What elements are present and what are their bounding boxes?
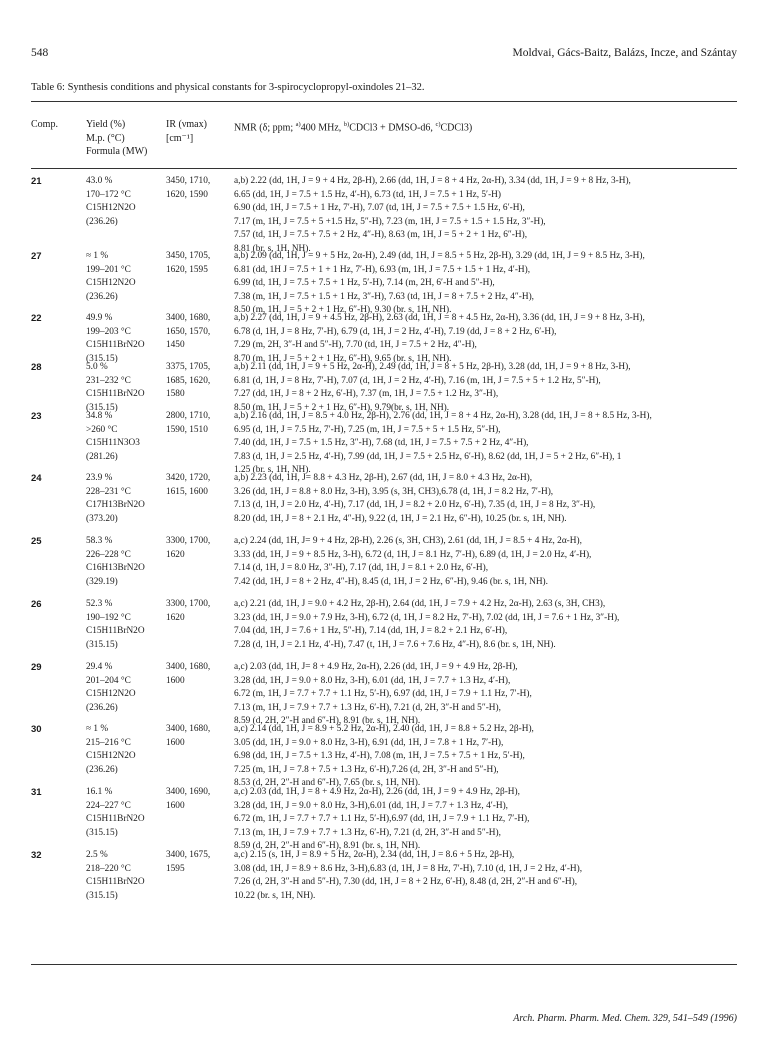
physical-data-line: 23.9 % bbox=[86, 473, 113, 483]
nmr-data-line: 3.23 (dd, 1H, J = 9.0 + 7.9 Hz, 3-H), 6.72 (d, 1H, J = 8.2 Hz, 7′-H), 7.02 (dd, 1H, J = 7.6 + 1 Hz, 3″-H), bbox=[234, 612, 620, 623]
nmr-data-line: 7.27 (dd, 1H, J = 8 + 2 Hz, 6′-H), 7.37 (m, 1H, J = 7.5 + 1.2 Hz, 3″-H), bbox=[234, 389, 499, 399]
ir-data-line: 1650, 1570, bbox=[166, 326, 211, 337]
table-bottom-rule bbox=[31, 964, 737, 965]
physical-data-line: C15H11BrN2O bbox=[86, 814, 145, 824]
running-authors: Moldvai, Gács-Baitz, Balázs, Incze, and Szántay bbox=[512, 47, 737, 59]
physical-data-cell bbox=[86, 175, 164, 229]
physical-data-line: ≈ 1 % bbox=[86, 724, 109, 734]
compound-number: 22 bbox=[31, 313, 42, 324]
ir-data-line: 2800, 1710, bbox=[166, 411, 211, 421]
nmr-data-line: 7.25 (m, 1H, J = 7.8 + 7.5 + 1.3 Hz, 6′-H),7.26 (d, 2H, 3″-H and 5″-H), bbox=[234, 764, 499, 775]
physical-data-line: 58.3 % bbox=[86, 536, 113, 546]
ir-data-line: 1450 bbox=[166, 340, 185, 350]
physical-data-line: (315.15) bbox=[86, 402, 118, 413]
table-caption: Table 6: Synthesis conditions and physical constants for 3-spirocyclopropyl-oxindoles 21–32. bbox=[31, 82, 425, 93]
nmr-data-line: a,b) 2.09 (dd, 1H, J = 9 + 5 Hz, 2α-H), 2.49 (dd, 1H, J = 8.5 + 5 Hz, 2β-H), 3.29 (dd, 1H, J = 9 + 8.5 Hz, 3-H), bbox=[234, 251, 645, 261]
nmr-data-line: 8.53 (d, 2H, 2″-H and 6″-H), 7.65 (br. s, 1H, NH). bbox=[234, 778, 421, 788]
physical-data-line: C15H12N2O bbox=[86, 689, 136, 699]
physical-data-line: 231–232 °C bbox=[86, 375, 131, 386]
ir-data-line: 1620, 1590 bbox=[166, 189, 208, 200]
physical-data-line: 52.3 % bbox=[86, 599, 113, 609]
nmr-data-line: 7.13 (m, 1H, J = 7.9 + 7.7 + 1.3 Hz, 6′-H), 7.21 (d, 2H, 3″-H and 5″-H), bbox=[234, 702, 501, 713]
ir-data-line: 1615, 1600 bbox=[166, 486, 208, 497]
nmr-data-cell bbox=[234, 472, 740, 526]
nmr-data-cell bbox=[234, 250, 740, 318]
nmr-data-line: 8.70 (m, 1H, J = 5 + 2 + 1 Hz, 6″-H), 9.65 (br. s, 1H, NH). bbox=[234, 353, 452, 364]
physical-data-line: 228–231 °C bbox=[86, 486, 131, 497]
column-header-physical bbox=[86, 119, 147, 160]
physical-data-line: 201–204 °C bbox=[86, 675, 131, 686]
nmr-data-line: 3.28 (dd, 1H, J = 9.0 + 8.0 Hz, 3-H),6.01 (dd, 1H, J = 7.7 + 1.3 Hz, 4′-H), bbox=[234, 800, 508, 811]
compound-number: 30 bbox=[31, 724, 42, 735]
ir-data-cell bbox=[166, 661, 234, 688]
physical-data-line: 199–203 °C bbox=[86, 326, 131, 337]
nmr-data-line: 6.81 (dd, 1H J = 7.5 + 1 + 1 Hz, 7′-H), 6.93 (m, 1H, J = 7.5 + 1.5 + 1 Hz, 4′-H), bbox=[234, 264, 531, 275]
nmr-data-line: 3.28 (dd, 1H, J = 9.0 + 8.0 Hz, 3-H), 6.01 (dd, 1H, J = 7.7 + 1.3 Hz, 4′-H), bbox=[234, 675, 511, 686]
nmr-data-line: 7.13 (m, 1H, J = 7.9 + 7.7 + 1.3 Hz, 6′-H), 7.21 (d, 2H, 3″-H and 5″-H), bbox=[234, 827, 501, 838]
nmr-data-line: 3.26 (dd, 1H, J = 8.8 + 8.0 Hz, 3-H), 3.95 (s, 3H, CH3),6.78 (d, 1H, J = 8.2 Hz, 7′-H), bbox=[234, 486, 554, 497]
compound-number: 26 bbox=[31, 599, 42, 610]
ir-data-cell bbox=[166, 472, 234, 499]
nmr-data-line: 7.42 (dd, 1H, J = 8 + 2 Hz, 4″-H), 8.45 (d, 1H, J = 2 Hz, 6″-H), 9.46 (br. s, 1H, NH). bbox=[234, 576, 548, 587]
nmr-data-line: a,c) 2.03 (dd, 1H, J= 8 + 4.9 Hz, 2α-H), 2.26 (dd, 1H, J = 9 + 4.9 Hz, 2β-H), bbox=[234, 662, 518, 672]
journal-citation: Arch. Pharm. Pharm. Med. Chem. 329, 541–549 (1996) bbox=[513, 1013, 737, 1024]
physical-data-line: (315.15) bbox=[86, 353, 118, 364]
nmr-data-line: 6.98 (dd, 1H, J = 7.5 + 1.3 Hz, 4′-H), 7.08 (m, 1H, J = 7.5 + 7.5 + 1 Hz, 5′-H), bbox=[234, 751, 525, 761]
physical-data-line: 16.1 % bbox=[86, 787, 113, 797]
physical-data-line: C15H11BrN2O bbox=[86, 877, 145, 887]
nmr-data-line: 3.05 (dd, 1H, J = 9.0 + 8.0 Hz, 3-H), 6.91 (dd, 1H, J = 7.8 + 1 Hz, 7′-H), bbox=[234, 737, 504, 748]
physical-data-line: C15H11N3O3 bbox=[86, 438, 140, 448]
physical-data-line: C15H12N2O bbox=[86, 203, 136, 213]
physical-data-line: C16H13BrN2O bbox=[86, 563, 145, 573]
nmr-data-line: a,c) 2.03 (dd, 1H, J = 8 + 4.9 Hz, 2α-H), 2.26 (dd, 1H, J = 9 + 4.9 Hz, 2β-H), bbox=[234, 787, 520, 797]
physical-data-line: C15H12N2O bbox=[86, 278, 136, 288]
physical-data-cell bbox=[86, 786, 164, 840]
ir-data-line: 1600 bbox=[166, 800, 185, 811]
ir-data-line: 3400, 1680, bbox=[166, 313, 211, 323]
table-header-rule bbox=[31, 168, 737, 169]
nmr-data-cell bbox=[234, 175, 740, 256]
nmr-data-line: 7.14 (d, 1H, J = 8.0 Hz, 3″-H), 7.17 (dd, 1H, J = 8.1 + 2.0 Hz, 6′-H), bbox=[234, 563, 489, 573]
nmr-data-line: 8.59 (d, 2H, 2″-H and 6″-H), 8.91 (br. s, 1H, NH). bbox=[234, 716, 421, 726]
ir-data-line: 1620 bbox=[166, 549, 185, 560]
nmr-data-line: a,c) 2.21 (dd, 1H, J = 9.0 + 4.2 Hz, 2β-H), 2.64 (dd, 1H, J = 7.9 + 4.2 Hz, 2α-H), 2.63 (s, 3H, CH3), bbox=[234, 599, 606, 609]
nmr-data-cell bbox=[234, 786, 740, 854]
nmr-data-cell bbox=[234, 849, 740, 903]
column-header-nmr bbox=[234, 119, 472, 135]
page-header bbox=[31, 47, 737, 63]
physical-data-line: (236.26) bbox=[86, 216, 118, 227]
nmr-data-line: a,b) 2.27 (dd, 1H, J = 9 + 4.5 Hz, 2β-H), 2.63 (dd, 1H, J = 8 + 4.5 Hz, 2α-H), 3.36 (dd, 1H, J = 9 + 8 Hz, 3-H), bbox=[234, 313, 645, 323]
nmr-data-line: a,b) 2.16 (dd, 1H, J = 8.5 + 4.0 Hz, 2β-H), 2.76 (dd, 1H, J = 8 + 4 Hz, 2α-H), 3.28 (dd, 1H, J = 8 + 8.5 Hz, 3-H), bbox=[234, 411, 652, 421]
ir-data-cell bbox=[166, 535, 234, 562]
column-header-yield: Yield (%) bbox=[86, 119, 126, 130]
physical-data-line: >260 °C bbox=[86, 424, 118, 435]
column-header-mp: M.p. (°C) bbox=[86, 132, 125, 144]
column-header-formula: Formula (MW) bbox=[86, 146, 148, 157]
nmr-data-line: 6.90 (dd, 1H, J = 7.5 + 1 Hz, 7′-H), 7.07 (td, 1H, J = 7.5 + 7.5 + 1.5 Hz, 6′-H), bbox=[234, 203, 525, 213]
ir-data-line: 3300, 1700, bbox=[166, 536, 211, 546]
nmr-data-line: a,b) 2.11 (dd, 1H, J = 9 + 5 Hz, 2α-H), 2.49 (dd, 1H, J = 8 + 5 Hz, 2β-H), 3.28 (dd, 1H, J = 9 + 8 Hz, 3-H), bbox=[234, 362, 631, 372]
ir-data-cell bbox=[166, 312, 234, 353]
nmr-data-line: a,b) 2.22 (dd, 1H, J = 9 + 4 Hz, 2β-H), 2.66 (dd, 1H, J = 8 + 4 Hz, 2α-H), 3.34 (dd, 1H, J = 9 + 8 Hz, 3-H), bbox=[234, 176, 631, 186]
nmr-data-line: 6.65 (dd, 1H, J = 7.5 + 1.5 Hz, 4′-H), 6.73 (td, 1H, J = 7.5 + 1 Hz, 5′-H) bbox=[234, 189, 501, 200]
physical-data-line: C15H12N2O bbox=[86, 751, 136, 761]
physical-data-line: C15H11BrN2O bbox=[86, 389, 145, 399]
nmr-data-cell bbox=[234, 361, 740, 415]
ir-data-cell bbox=[166, 361, 234, 402]
ir-data-line: 1590, 1510 bbox=[166, 424, 208, 435]
physical-data-line: (236.26) bbox=[86, 764, 118, 775]
physical-data-line: 226–228 °C bbox=[86, 549, 131, 560]
physical-data-line: 34.8 % bbox=[86, 411, 113, 421]
ir-data-line: 3400, 1680, bbox=[166, 724, 211, 734]
nmr-data-line: 8.50 (m, 1H, J = 5 + 2 + 1 Hz, 6″-H), 9.79(br. s, 1H, NH). bbox=[234, 402, 450, 413]
ir-data-line: 3300, 1700, bbox=[166, 599, 211, 609]
nmr-data-line: 7.29 (m, 2H, 3″-H and 5″-H), 7.70 (td, 1H, J = 7.5 + 2 Hz, 4″-H), bbox=[234, 340, 477, 350]
ir-data-line: 1620 bbox=[166, 612, 185, 623]
physical-data-line: 224–227 °C bbox=[86, 800, 131, 811]
column-header-ir-label: IR (νmax) bbox=[166, 119, 207, 130]
compound-number: 23 bbox=[31, 411, 42, 422]
ir-data-line: 3450, 1705, bbox=[166, 251, 211, 261]
physical-data-line: (315.15) bbox=[86, 827, 118, 838]
compound-number: 28 bbox=[31, 362, 42, 373]
nmr-data-line: a,c) 2.24 (dd, 1H, J= 9 + 4 Hz, 2β-H), 2.26 (s, 3H, CH3), 2.61 (dd, 1H, J = 8.5 + 4 Hz, 2α-H), bbox=[234, 536, 582, 546]
physical-data-cell bbox=[86, 361, 164, 415]
nmr-data-line: 7.26 (d, 2H, 3″-H and 5″-H), 7.30 (dd, 1H, J = 8 + 2 Hz, 6′-H), 8.48 (d, 2H, 2″-H and 6″-H), bbox=[234, 877, 578, 887]
nmr-data-line: 6.78 (d, 1H, J = 8 Hz, 7′-H), 6.79 (d, 1H, J = 2 Hz, 4′-H), 7.19 (dd, J = 8 + 2 Hz, 6′-H), bbox=[234, 326, 557, 337]
physical-data-cell bbox=[86, 661, 164, 715]
ir-data-line: 1620, 1595 bbox=[166, 264, 208, 275]
nmr-header-note-a: a) bbox=[295, 121, 301, 128]
ir-data-line: 1600 bbox=[166, 675, 185, 686]
nmr-data-line: 6.72 (m, 1H, J = 7.7 + 7.7 + 1.1 Hz, 5′-H),6.97 (dd, 1H, J = 7.9 + 1.1 Hz, 7′-H), bbox=[234, 814, 530, 824]
column-header-ir-unit: [cm⁻¹] bbox=[166, 132, 194, 144]
physical-data-line: C15H11BrN2O bbox=[86, 340, 145, 350]
physical-data-line: (373.20) bbox=[86, 513, 118, 524]
physical-data-line: (281.26) bbox=[86, 451, 118, 462]
ir-data-cell bbox=[166, 849, 234, 876]
physical-data-cell bbox=[86, 410, 164, 464]
physical-data-line: C17H13BrN2O bbox=[86, 500, 145, 510]
nmr-data-line: 8.81 (br. s, 1H, NH). bbox=[234, 243, 311, 254]
physical-data-cell bbox=[86, 472, 164, 526]
nmr-data-line: 8.59 (d, 2H, 2″-H and 6″-H), 8.91 (br. s, 1H, NH). bbox=[234, 841, 421, 851]
nmr-data-line: 3.33 (dd, 1H, J = 9 + 8.5 Hz, 3-H), 6.72 (d, 1H, J = 8.1 Hz, 7′-H), 6.89 (d, 1H, J = 2.0 Hz, 4′-H), bbox=[234, 549, 592, 560]
nmr-data-line: a,c) 2.14 (dd, 1H, J = 8.9 + 5.2 Hz, 2α-H), 2.40 (dd, 1H, J = 8.8 + 5.2 Hz, 2β-H), bbox=[234, 724, 534, 734]
nmr-data-line: 7.40 (dd, 1H, J = 7.5 + 1.5 Hz, 3″-H), 7.68 (td, 1H, J = 7.5 + 7.5 + 2 Hz, 4″-H), bbox=[234, 438, 529, 448]
ir-data-line: 3400, 1680, bbox=[166, 662, 211, 672]
nmr-data-line: 7.13 (d, 1H, J = 2.0 Hz, 4′-H), 7.17 (dd, 1H, J = 8.2 + 2.0 Hz, 6′-H), 7.35 (d, 1H, J = 8 Hz, 3″-H), bbox=[234, 500, 596, 510]
ir-data-cell bbox=[166, 175, 234, 202]
ir-data-line: 3400, 1690, bbox=[166, 787, 211, 797]
nmr-data-cell bbox=[234, 410, 740, 478]
physical-data-line: (236.26) bbox=[86, 702, 118, 713]
ir-data-line: 3420, 1720, bbox=[166, 473, 211, 483]
compound-number: 31 bbox=[31, 787, 42, 798]
nmr-data-cell bbox=[234, 723, 740, 791]
nmr-data-line: 6.95 (d, 1H, J = 7.5 Hz, 7′-H), 7.25 (m, 1H, J = 7.5 + 5 + 1.5 Hz, 5″-H), bbox=[234, 424, 501, 435]
physical-data-line: 5.0 % bbox=[86, 362, 108, 372]
nmr-data-line: 10.22 (br. s, 1H, NH). bbox=[234, 890, 316, 901]
nmr-data-line: 7.17 (m, 1H, J = 7.5 + 5 +1.5 Hz, 5″-H), 7.23 (m, 1H, J = 7.5 + 1.5 + 1.5 Hz, 3″-H), bbox=[234, 216, 546, 227]
nmr-header-mid2: CDCl3 + DMSO-d6, bbox=[349, 122, 436, 134]
nmr-data-line: a,b) 2.23 (dd, 1H, J= 8.8 + 4.3 Hz, 2β-H), 2.67 (dd, 1H, J = 8.0 + 4.3 Hz, 2α-H), bbox=[234, 473, 533, 483]
physical-data-line: 49.9 % bbox=[86, 313, 113, 323]
compound-number: 21 bbox=[31, 176, 42, 187]
nmr-header-mid: 400 MHz, bbox=[300, 122, 344, 134]
ir-data-cell bbox=[166, 250, 234, 277]
physical-data-line: 170–172 °C bbox=[86, 189, 131, 200]
page-number: 548 bbox=[31, 47, 49, 59]
physical-data-line: ≈ 1 % bbox=[86, 251, 109, 261]
nmr-data-line: 7.57 (td, 1H, J = 7.5 + 7.5 + 2 Hz, 4″-H), 8.63 (m, 1H, J = 5 + 2 + 1 Hz, 6″-H), bbox=[234, 230, 528, 240]
ir-data-line: 1595 bbox=[166, 863, 185, 874]
physical-data-line: 29.4 % bbox=[86, 662, 113, 672]
nmr-data-line: 7.83 (d, 1H, J = 2.5 Hz, 4′-H), 7.99 (dd, 1H, J = 7.5 + 2.5 Hz, 6′-H), 8.62 (dd, 1H, J = 5 + 2 Hz, 6″-H), 1 bbox=[234, 451, 622, 462]
column-header-comp: Comp. bbox=[31, 119, 58, 130]
physical-data-line: (315.15) bbox=[86, 639, 118, 650]
nmr-data-line: a,c) 2.15 (s, 1H, J = 8.9 + 5 Hz, 2α-H), 2.34 (dd, 1H, J = 8.6 + 5 Hz, 2β-H), bbox=[234, 850, 515, 860]
nmr-data-line: 6.99 (td, 1H, J = 7.5 + 7.5 + 1 Hz, 5′-H), 7.14 (m, 2H, 6′-H and 5″-H), bbox=[234, 278, 495, 288]
nmr-data-line: 6.81 (d, 1H, J = 8 Hz, 7′-H), 7.07 (d, 1H, J = 2 Hz, 4′-H), 7.16 (m, 1H, J = 7.5 + 5 + 1.2 Hz, 5″-H), bbox=[234, 375, 601, 386]
physical-data-cell bbox=[86, 250, 164, 304]
ir-data-cell bbox=[166, 786, 234, 813]
nmr-header-prefix: NMR (δ; ppm; bbox=[234, 122, 296, 134]
nmr-data-cell bbox=[234, 535, 740, 589]
physical-data-cell bbox=[86, 849, 164, 903]
physical-data-line: (236.26) bbox=[86, 291, 118, 302]
physical-data-line: (315.15) bbox=[86, 890, 118, 901]
physical-data-line: 215–216 °C bbox=[86, 737, 131, 748]
nmr-header-end: CDCl3) bbox=[440, 122, 473, 134]
physical-data-line: 218–220 °C bbox=[86, 863, 131, 874]
nmr-data-line: 8.20 (dd, 1H, J = 8 + 2.1 Hz, 4″-H), 9.22 (d, 1H, J = 2.1 Hz, 6″-H), 10.25 (br. s, 1H, NH). bbox=[234, 513, 567, 524]
table-top-rule bbox=[31, 101, 737, 102]
ir-data-line: 1580 bbox=[166, 389, 185, 399]
nmr-data-line: 3.08 (dd, 1H, J = 8.9 + 8.6 Hz, 3-H),6.83 (d, 1H, J = 8 Hz, 7′-H), 7.10 (d, 1H, J = 2 Hz, 4′-H), bbox=[234, 863, 583, 874]
ir-data-line: 3400, 1675, bbox=[166, 850, 211, 860]
nmr-data-line: 1.25 (br. s, 1H, NH). bbox=[234, 465, 311, 475]
physical-data-cell bbox=[86, 312, 164, 366]
physical-data-line: (329.19) bbox=[86, 576, 118, 587]
physical-data-line: C15H11BrN2O bbox=[86, 626, 145, 636]
ir-data-cell bbox=[166, 410, 234, 437]
nmr-data-cell bbox=[234, 598, 740, 652]
compound-number: 25 bbox=[31, 536, 42, 547]
ir-data-line: 3450, 1710, bbox=[166, 176, 211, 186]
physical-data-line: 199–201 °C bbox=[86, 264, 131, 275]
nmr-data-line: 6.72 (m, 1H, J = 7.7 + 7.7 + 1.1 Hz, 5′-H), 6.97 (dd, 1H, J = 7.9 + 1.1 Hz, 7′-H), bbox=[234, 689, 532, 699]
physical-data-cell bbox=[86, 723, 164, 777]
physical-data-cell bbox=[86, 535, 164, 589]
physical-data-line: 43.0 % bbox=[86, 176, 113, 186]
nmr-header-note-b: b) bbox=[343, 121, 350, 128]
compound-number: 24 bbox=[31, 473, 42, 484]
ir-data-cell bbox=[166, 598, 234, 625]
column-header-ir bbox=[166, 119, 207, 146]
physical-data-line: 2.5 % bbox=[86, 850, 108, 860]
nmr-data-cell bbox=[234, 661, 740, 729]
ir-data-line: 1685, 1620, bbox=[166, 375, 211, 386]
compound-number: 27 bbox=[31, 251, 42, 262]
ir-data-cell bbox=[166, 723, 234, 750]
physical-data-cell bbox=[86, 598, 164, 652]
ir-data-line: 1600 bbox=[166, 737, 185, 748]
nmr-data-line: 8.50 (m, 1H, J = 5 + 2 + 1 Hz, 6″-H), 9.30 (br. s, 1H, NH). bbox=[234, 305, 452, 315]
nmr-data-line: 7.04 (dd, 1H, J = 7.6 + 1 Hz, 5″-H), 7.14 (dd, 1H, J = 8.2 + 2.1 Hz, 6′-H), bbox=[234, 626, 508, 636]
nmr-data-line: 7.28 (d, 1H, J = 2.1 Hz, 4′-H), 7.47 (t, 1H, J = 7.6 + 7.6 Hz, 4″-H), 8.6 (br. s, 1H, NH). bbox=[234, 639, 556, 650]
nmr-data-cell bbox=[234, 312, 740, 366]
physical-data-line: 190–192 °C bbox=[86, 612, 131, 623]
compound-number: 29 bbox=[31, 662, 42, 673]
nmr-header-note-c: c) bbox=[435, 121, 441, 128]
compound-number: 32 bbox=[31, 850, 42, 861]
ir-data-line: 3375, 1705, bbox=[166, 362, 211, 372]
nmr-data-line: 7.38 (m, 1H, J = 7.5 + 1.5 + 1 Hz, 3″-H), 7.63 (td, 1H, J = 8 + 7.5 + 2 Hz, 4″-H), bbox=[234, 291, 535, 302]
